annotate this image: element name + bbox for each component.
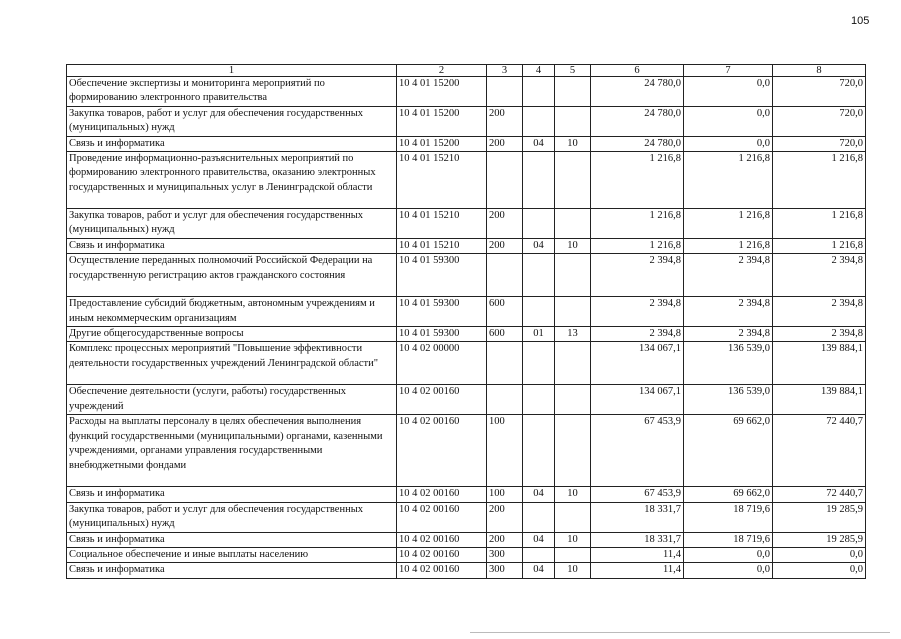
expense-type-cell: 200 (487, 238, 523, 253)
row-name-cell: Связь и информатика (67, 136, 397, 151)
section-cell (523, 152, 555, 209)
table-row (67, 209, 866, 239)
table-row (67, 77, 866, 107)
target-code-cell: 10 4 01 15200 (397, 106, 487, 136)
amount-year2-cell: 0,0 (684, 547, 773, 562)
subsection-cell (555, 502, 591, 532)
section-cell: 04 (523, 136, 555, 151)
amount-year1-cell: 18 331,7 (591, 502, 684, 532)
amount-year3-cell: 0,0 (773, 547, 866, 562)
subsection-cell: 10 (555, 563, 591, 578)
amount-year2-cell: 0,0 (684, 563, 773, 578)
subsection-cell (555, 415, 591, 487)
table-header-row (67, 65, 866, 77)
target-code-cell: 10 4 01 15210 (397, 209, 487, 239)
amount-year3-cell: 720,0 (773, 106, 866, 136)
amount-year2-cell: 1 216,8 (684, 152, 773, 209)
amount-year3-cell: 2 394,8 (773, 254, 866, 297)
amount-year1-cell: 134 067,1 (591, 385, 684, 415)
amount-year1-cell: 24 780,0 (591, 136, 684, 151)
amount-year1-cell: 24 780,0 (591, 77, 684, 107)
target-code-cell: 10 4 02 00160 (397, 385, 487, 415)
amount-year1-cell: 67 453,9 (591, 415, 684, 487)
table-row (67, 563, 866, 578)
target-code-cell: 10 4 01 15200 (397, 77, 487, 107)
amount-year2-cell: 136 539,0 (684, 342, 773, 385)
amount-year2-cell: 1 216,8 (684, 238, 773, 253)
row-name-cell: Связь и информатика (67, 563, 397, 578)
subsection-cell: 10 (555, 487, 591, 502)
expense-type-cell: 200 (487, 106, 523, 136)
table-row (67, 238, 866, 253)
expense-type-cell: 100 (487, 487, 523, 502)
amount-year1-cell: 67 453,9 (591, 487, 684, 502)
row-name-cell: Предоставление субсидий бюджетным, автономным учреждениям и иным некоммерческим организациям (67, 297, 397, 327)
target-code-cell: 10 4 01 15210 (397, 152, 487, 209)
expense-type-cell: 100 (487, 415, 523, 487)
subsection-cell (555, 385, 591, 415)
amount-year2-cell: 2 394,8 (684, 327, 773, 342)
subsection-cell: 10 (555, 238, 591, 253)
amount-year2-cell: 2 394,8 (684, 297, 773, 327)
amount-year2-cell: 1 216,8 (684, 209, 773, 239)
subsection-cell (555, 77, 591, 107)
expense-type-cell (487, 152, 523, 209)
amount-year1-cell: 134 067,1 (591, 342, 684, 385)
section-cell (523, 297, 555, 327)
row-name-cell: Связь и информатика (67, 487, 397, 502)
header-cell: 6 (591, 65, 684, 77)
header-cell: 1 (67, 65, 397, 77)
section-cell (523, 77, 555, 107)
expense-type-cell: 600 (487, 297, 523, 327)
amount-year3-cell: 19 285,9 (773, 532, 866, 547)
amount-year1-cell: 1 216,8 (591, 209, 684, 239)
subsection-cell (555, 547, 591, 562)
page-number: 105 (851, 15, 870, 27)
target-code-cell: 10 4 01 15200 (397, 136, 487, 151)
amount-year2-cell: 69 662,0 (684, 415, 773, 487)
section-cell: 04 (523, 238, 555, 253)
section-cell (523, 415, 555, 487)
amount-year3-cell: 720,0 (773, 136, 866, 151)
row-name-cell: Расходы на выплаты персоналу в целях обеспечения выполнения функций государственными (муниципальными) органами, казенными учреждениями, органами управления государственными внебюджетными фондами (67, 415, 397, 487)
amount-year3-cell: 720,0 (773, 77, 866, 107)
target-code-cell: 10 4 02 00160 (397, 415, 487, 487)
subsection-cell (555, 342, 591, 385)
table-row (67, 254, 866, 297)
target-code-cell: 10 4 02 00160 (397, 532, 487, 547)
row-name-cell: Социальное обеспечение и иные выплаты населению (67, 547, 397, 562)
section-cell (523, 106, 555, 136)
header-cell: 7 (684, 65, 773, 77)
table-row (67, 502, 866, 532)
table-row (67, 487, 866, 502)
subsection-cell: 10 (555, 532, 591, 547)
table-row (67, 415, 866, 487)
subsection-cell: 10 (555, 136, 591, 151)
expense-type-cell (487, 254, 523, 297)
table-row (67, 327, 866, 342)
amount-year1-cell: 18 331,7 (591, 532, 684, 547)
table-row (67, 136, 866, 151)
budget-table (66, 64, 866, 579)
amount-year2-cell: 136 539,0 (684, 385, 773, 415)
section-cell (523, 342, 555, 385)
amount-year3-cell: 72 440,7 (773, 415, 866, 487)
section-cell: 01 (523, 327, 555, 342)
header-cell: 3 (487, 65, 523, 77)
target-code-cell: 10 4 02 00160 (397, 547, 487, 562)
amount-year2-cell: 2 394,8 (684, 254, 773, 297)
amount-year3-cell: 139 884,1 (773, 342, 866, 385)
table-row (67, 342, 866, 385)
subsection-cell (555, 152, 591, 209)
amount-year2-cell: 0,0 (684, 77, 773, 107)
subsection-cell (555, 106, 591, 136)
row-name-cell: Закупка товаров, работ и услуг для обеспечения государственных (муниципальных) нужд (67, 209, 397, 239)
row-name-cell: Закупка товаров, работ и услуг для обеспечения государственных (муниципальных) нужд (67, 106, 397, 136)
amount-year1-cell: 11,4 (591, 563, 684, 578)
section-cell (523, 209, 555, 239)
row-name-cell: Комплекс процессных мероприятий "Повышение эффективности деятельности государственных учреждений Ленинградской области" (67, 342, 397, 385)
amount-year2-cell: 0,0 (684, 106, 773, 136)
section-cell (523, 547, 555, 562)
amount-year3-cell: 2 394,8 (773, 297, 866, 327)
row-name-cell: Проведение информационно-разъяснительных мероприятий по формированию электронного правительства, оказанию электронных государственных и муниципальных услуг в Ленинградской области (67, 152, 397, 209)
target-code-cell: 10 4 01 59300 (397, 297, 487, 327)
amount-year2-cell: 0,0 (684, 136, 773, 151)
target-code-cell: 10 4 02 00000 (397, 342, 487, 385)
section-cell: 04 (523, 487, 555, 502)
page-footer-rule (470, 632, 890, 633)
amount-year1-cell: 2 394,8 (591, 254, 684, 297)
header-cell: 2 (397, 65, 487, 77)
amount-year1-cell: 2 394,8 (591, 297, 684, 327)
amount-year3-cell: 1 216,8 (773, 209, 866, 239)
row-name-cell: Осуществление переданных полномочий Российской Федерации на государственную регистрацию актов гражданского состояния (67, 254, 397, 297)
table-body (67, 65, 866, 579)
table-row (67, 385, 866, 415)
row-name-cell: Закупка товаров, работ и услуг для обеспечения государственных (муниципальных) нужд (67, 502, 397, 532)
target-code-cell: 10 4 01 59300 (397, 327, 487, 342)
row-name-cell: Обеспечение деятельности (услуги, работы) государственных учреждений (67, 385, 397, 415)
amount-year3-cell: 139 884,1 (773, 385, 866, 415)
table-row (67, 152, 866, 209)
target-code-cell: 10 4 02 00160 (397, 502, 487, 532)
expense-type-cell: 200 (487, 209, 523, 239)
target-code-cell: 10 4 01 15210 (397, 238, 487, 253)
amount-year3-cell: 1 216,8 (773, 238, 866, 253)
section-cell (523, 254, 555, 297)
amount-year2-cell: 69 662,0 (684, 487, 773, 502)
expense-type-cell (487, 77, 523, 107)
expense-type-cell: 200 (487, 502, 523, 532)
amount-year1-cell: 24 780,0 (591, 106, 684, 136)
expense-type-cell: 200 (487, 532, 523, 547)
table-row (67, 547, 866, 562)
expense-type-cell (487, 385, 523, 415)
amount-year1-cell: 2 394,8 (591, 327, 684, 342)
row-name-cell: Обеспечение экспертизы и мониторинга мероприятий по формированию электронного правительства (67, 77, 397, 107)
amount-year3-cell: 1 216,8 (773, 152, 866, 209)
target-code-cell: 10 4 02 00160 (397, 487, 487, 502)
section-cell (523, 502, 555, 532)
row-name-cell: Связь и информатика (67, 532, 397, 547)
expense-type-cell (487, 342, 523, 385)
header-cell: 5 (555, 65, 591, 77)
table-row (67, 297, 866, 327)
amount-year1-cell: 1 216,8 (591, 238, 684, 253)
target-code-cell: 10 4 01 59300 (397, 254, 487, 297)
amount-year1-cell: 11,4 (591, 547, 684, 562)
amount-year2-cell: 18 719,6 (684, 532, 773, 547)
table-row (67, 106, 866, 136)
amount-year3-cell: 0,0 (773, 563, 866, 578)
row-name-cell: Другие общегосударственные вопросы (67, 327, 397, 342)
header-cell: 4 (523, 65, 555, 77)
target-code-cell: 10 4 02 00160 (397, 563, 487, 578)
amount-year2-cell: 18 719,6 (684, 502, 773, 532)
row-name-cell: Связь и информатика (67, 238, 397, 253)
expense-type-cell: 300 (487, 547, 523, 562)
table-row (67, 532, 866, 547)
expense-type-cell: 300 (487, 563, 523, 578)
expense-type-cell: 200 (487, 136, 523, 151)
expense-type-cell: 600 (487, 327, 523, 342)
section-cell (523, 385, 555, 415)
subsection-cell: 13 (555, 327, 591, 342)
subsection-cell (555, 209, 591, 239)
amount-year3-cell: 2 394,8 (773, 327, 866, 342)
amount-year3-cell: 72 440,7 (773, 487, 866, 502)
subsection-cell (555, 254, 591, 297)
header-cell: 8 (773, 65, 866, 77)
section-cell: 04 (523, 532, 555, 547)
amount-year1-cell: 1 216,8 (591, 152, 684, 209)
section-cell: 04 (523, 563, 555, 578)
amount-year3-cell: 19 285,9 (773, 502, 866, 532)
subsection-cell (555, 297, 591, 327)
